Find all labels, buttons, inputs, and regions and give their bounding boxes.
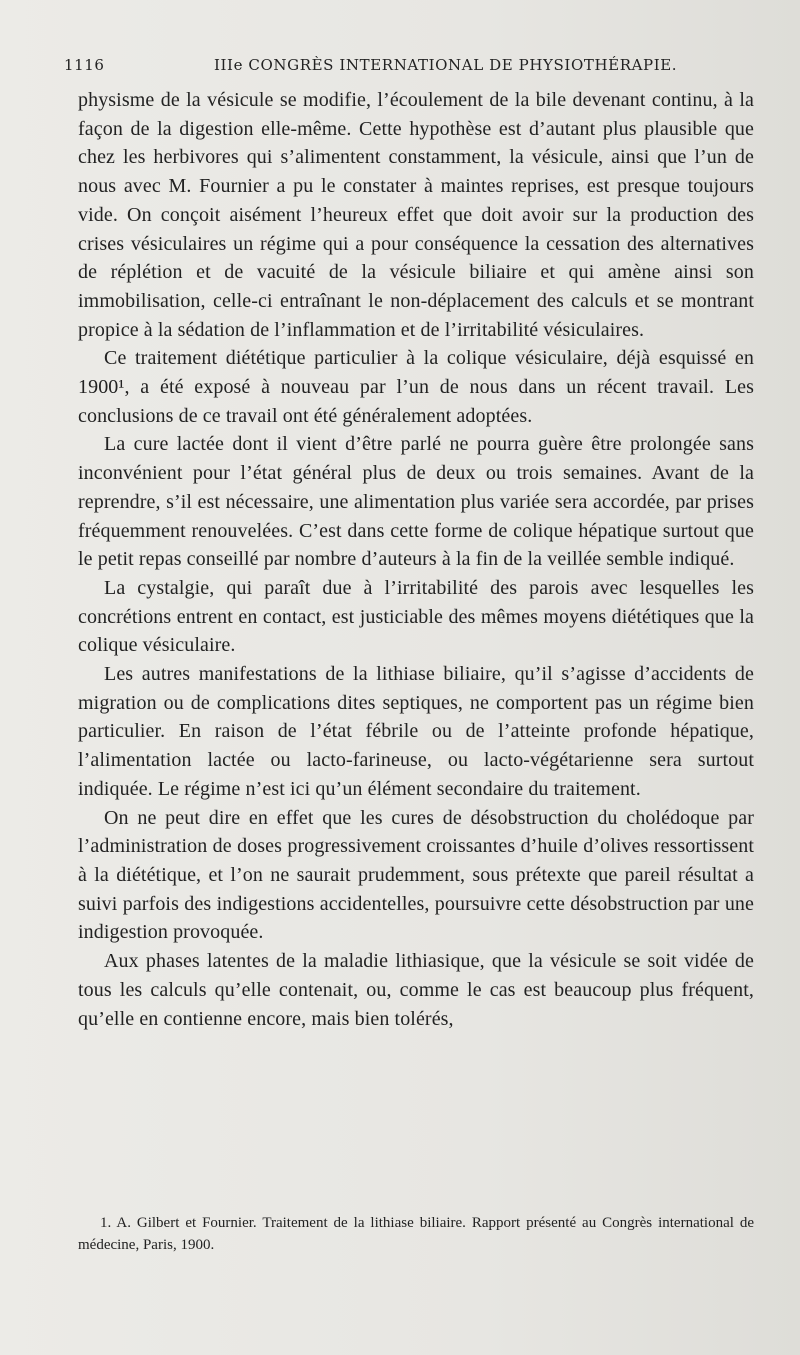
main-text bbox=[78, 86, 754, 1033]
footnote-1: 1. A. Gilbert et Fournier. Traitement de la lithiase biliaire. Rapport présenté au Congrès international de médecine, Paris, 1900. bbox=[78, 1215, 754, 1253]
footnotes bbox=[78, 1212, 754, 1256]
paragraph-7: Aux phases latentes de la maladie lithiasique, que la vésicule se soit vidée de tous les calculs qu’elle contenait, ou, comme le cas est beaucoup plus fréquent, qu’elle en contienne encore, mais bien tolérés, bbox=[78, 950, 754, 1030]
paragraph-6: On ne peut dire en effet que les cures de désobstruction du cholédoque par l’administration de doses progressivement croissantes d’huile d’olives ressortissent à la diététique, et l’on ne saurait prudemment, sous prétexte que pareil résultat a suivi parfois des indigestions accidentelles, poursuivre cette désobstruction par une indigestion provoquée. bbox=[78, 806, 754, 944]
paragraph-2: Ce traitement diététique particulier à la colique vésiculaire, déjà esquissé en 1900¹, a été exposé à nouveau par l’un de nous dans un récent travail. Les conclusions de ce travail ont été généralement adoptées. bbox=[78, 347, 754, 427]
paragraph-1: physisme de la vésicule se modifie, l’écoulement de la bile devenant continu, à la façon de la digestion elle-même. Cette hypothèse est d’autant plus plausible que chez les herbivores qui s’alimentent constamment, la vésicule, ainsi que l’un de nous avec M. Fournier a pu le constater à maintes reprises, est presque toujours vide. On conçoit aisément l’heureux effet que doit avoir sur la production des crises vésiculaires un régime qui a pour conséquence la cessation des alternatives de réplétion et de vacuité de la vésicule biliaire et qui amène ainsi son immobilisation, celle-ci entraînant le non-déplacement des calculs et se montrant propice à la sédation de l’inflammation et de l’irritabilité vésiculaires. bbox=[78, 89, 754, 341]
paragraph-5: Les autres manifestations de la lithiase biliaire, qu’il s’agisse d’accidents de migration ou de complications dites septiques, ne comportent pas un régime bien particulier. En raison de l’état fébrile ou de l’atteinte profonde hépatique, l’alimentation lactée ou lacto-farineuse, ou lacto-végétarienne sera surtout indiquée. Le régime n’est ici qu’un élément secondaire du traitement. bbox=[78, 663, 754, 800]
paragraph-4: La cystalgie, qui paraît due à l’irritabilité des parois avec lesquelles les concrétions entrent en contact, est justiciable des mêmes moyens diététiques que la colique vésiculaire. bbox=[78, 576, 754, 657]
running-title: IIIe CONGRÈS INTERNATIONAL DE PHYSIOTHÉRAPIE. bbox=[214, 56, 678, 74]
paragraph-3: La cure lactée dont il vient d’être parlé ne pourra guère être prolongée sans inconvénient pour l’état général plus de deux ou trois semaines. Avant de la reprendre, s’il est nécessaire, une alimentation plus variée sera accordée, par prises fréquemment renouvelées. C’est dans cette forme de colique hépatique surtout que le petit repas conseillé par nombre d’auteurs à la fin de la veillée semble indiqué. bbox=[78, 433, 754, 571]
running-header bbox=[64, 56, 744, 84]
page-number: 1116 bbox=[64, 56, 105, 74]
